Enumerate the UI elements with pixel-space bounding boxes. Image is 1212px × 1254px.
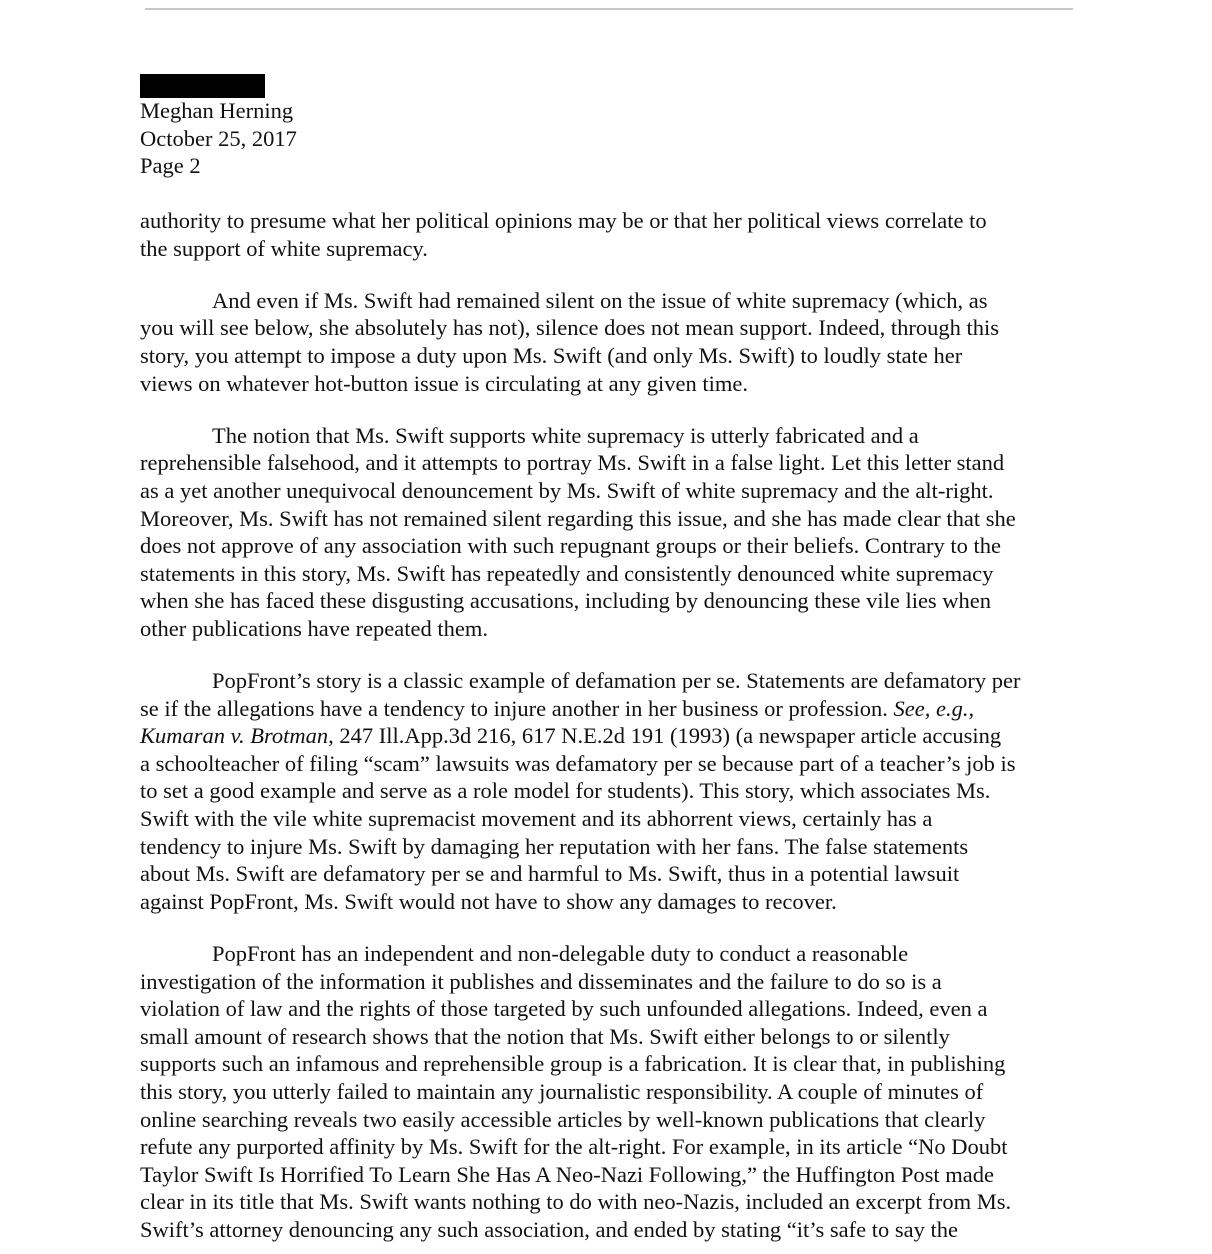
text-line [140, 722, 1080, 750]
text-line [140, 1023, 1080, 1051]
text-segment: PopFront’s story is a classic example of defamation per se. Statements are defamatory per [212, 668, 1021, 694]
text-segment: as a yet another unequivocal denouncement by Ms. Swift of white supremacy and the alt-right. [140, 477, 994, 503]
text-line [140, 287, 1080, 315]
letter-header [140, 97, 297, 180]
text-segment: The notion that Ms. Swift supports white supremacy is utterly fabricated and a [212, 422, 919, 448]
text-line [140, 777, 1080, 805]
text-segment: the support of white supremacy. [140, 235, 428, 261]
text-segment: when she has faced these disgusting accusations, including by denouncing these vile lies when [140, 588, 992, 614]
text-segment: tendency to injure Ms. Swift by damaging her reputation with her fans. The false statements [140, 833, 969, 859]
text-segment: other publications have repeated them. [140, 615, 488, 641]
text-segment: you will see below, she absolutely has not), silence does not mean support. Indeed, through this [140, 315, 999, 341]
text-segment: PopFront has an independent and non-delegable duty to conduct a reasonable [212, 941, 909, 967]
text-segment: views on whatever hot-button issue is circulating at any given time. [140, 370, 748, 396]
text-line [140, 477, 1080, 505]
text-segment: investigation of the information it publishes and disseminates and the failure to do so is a [140, 968, 942, 994]
text-line [140, 1106, 1080, 1134]
text-segment: supports such an infamous and reprehensible group is a fabrication. It is clear that, in publishing [140, 1051, 1006, 1077]
text-line [140, 940, 1080, 968]
italic-citation: Kumaran v. Brotman [140, 723, 329, 749]
text-segment: does not approve of any association with such repugnant groups or their beliefs. Contrary to the [140, 533, 1002, 559]
text-line [140, 449, 1080, 477]
text-line [140, 505, 1080, 533]
text-line [140, 560, 1080, 588]
page-top-rule [145, 8, 1073, 10]
text-line [140, 1133, 1080, 1161]
text-line [140, 860, 1080, 888]
text-segment: reprehensible falsehood, and it attempts to portray Ms. Swift in a false light. Let this letter stand [140, 450, 1005, 476]
text-line [140, 667, 1080, 695]
text-segment: authority to presume what her political opinions may be or that her political views correlate to [140, 208, 987, 233]
text-segment: against PopFront, Ms. Swift would not have to show any damages to recover. [140, 888, 837, 914]
text-segment: statements in this story, Ms. Swift has repeatedly and consistently denounced white supremacy [140, 560, 994, 586]
text-line [140, 750, 1080, 778]
text-line [140, 207, 1080, 235]
text-line [140, 235, 1080, 263]
body-paragraph [140, 940, 1080, 1244]
text-segment: to set a good example and serve as a role model for students). This story, which associates Ms. [140, 778, 991, 804]
text-line [140, 1050, 1080, 1078]
text-segment: clear in its title that Ms. Swift wants nothing to do with neo-Nazis, included an excerpt from Ms. [140, 1189, 1012, 1215]
text-segment: story, you attempt to impose a duty upon Ms. Swift (and only Ms. Swift) to loudly state her [140, 342, 963, 368]
text-line [140, 370, 1080, 398]
text-line [140, 995, 1080, 1023]
body-paragraph [140, 667, 1080, 915]
text-segment: Swift with the vile white supremacist movement and its abhorrent views, certainly has a [140, 806, 933, 832]
text-segment: And even if Ms. Swift had remained silent on the issue of white supremacy (which, as [212, 287, 988, 313]
text-line [140, 695, 1080, 723]
text-line [140, 833, 1080, 861]
text-segment: , 247 Ill.App.3d 216, 617 N.E.2d 191 (1993) (a newspaper article accusing [328, 723, 1002, 749]
text-line [140, 1078, 1080, 1106]
text-segment: online searching reveals two easily accessible articles by well-known publications that clearly [140, 1106, 986, 1132]
text-line [140, 805, 1080, 833]
text-line [140, 888, 1080, 916]
text-segment: se if the allegations have a tendency to injure another in her business or profession. [140, 695, 894, 721]
body-paragraph [140, 207, 1080, 262]
body-paragraph [140, 287, 1080, 397]
text-line [140, 1216, 1080, 1244]
redaction-bar [140, 74, 265, 98]
text-segment: refute any purported affinity by Ms. Swift for the alt-right. For example, in its article “No Doubt [140, 1134, 1008, 1160]
recipient-name: Meghan Herning [140, 98, 294, 123]
letter-date: October 25, 2017 [140, 125, 297, 151]
text-segment: Moreover, Ms. Swift has not remained silent regarding this issue, and she has made clear that she [140, 505, 1016, 531]
text-line [140, 342, 1080, 370]
text-segment: a schoolteacher of filing “scam” lawsuits was defamatory per se because part of a teacher’s job is [140, 750, 1016, 776]
letter-body [140, 207, 1080, 1244]
text-segment: small amount of research shows that the notion that Ms. Swift either belongs to or silently [140, 1023, 950, 1049]
text-segment: Taylor Swift Is Horrified To Learn She Has A Neo-Nazi Following,” the Huffington Post made [140, 1161, 995, 1187]
text-segment: about Ms. Swift are defamatory per se and harmful to Ms. Swift, thus in a potential lawsuit [140, 861, 960, 887]
text-segment: this story, you utterly failed to maintain any journalistic responsibility. A couple of minutes of [140, 1079, 984, 1104]
text-line [140, 314, 1080, 342]
text-line [140, 532, 1080, 560]
text-line [140, 968, 1080, 996]
body-paragraph [140, 422, 1080, 643]
text-segment: violation of law and the rights of those targeted by such unfounded allegations. Indeed, even a [140, 996, 988, 1022]
text-line [140, 1188, 1080, 1216]
text-line [140, 422, 1080, 450]
text-line [140, 1161, 1080, 1189]
italic-citation: See, e.g., [893, 695, 975, 721]
text-line [140, 615, 1080, 643]
text-line [140, 587, 1080, 615]
page-number: Page 2 [140, 153, 201, 179]
text-segment: Swift’s attorney denouncing any such association, and ended by stating “it’s safe to say the [140, 1216, 958, 1242]
